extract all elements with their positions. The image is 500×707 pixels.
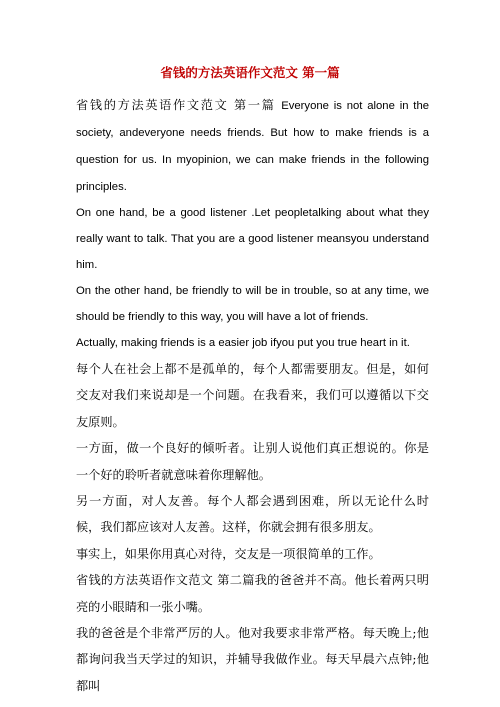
document-body	[76, 92, 429, 699]
paragraph-english-conclusion: Actually, making friends is a easier job ifyou put you true heart in it.	[76, 337, 410, 349]
paragraph-second-essay-intro: 省钱的方法英语作文范文 第二篇我的爸爸并不高。他长着两只明亮的小眼睛和一张小嘴。	[76, 573, 429, 614]
paragraph-chinese-intro: 每个人在社会上都不是孤单的，每个人都需要朋友。但是，如何交友对我们来说却是一个问题。在我看来，我们可以遵循以下交友原则。	[76, 362, 429, 429]
document-title: 省钱的方法英语作文范文 第一篇	[160, 65, 340, 80]
paragraph-prefix: 省钱的方法英语作文范文 第一篇	[76, 98, 282, 112]
paragraph-chinese-conclusion: 事实上，如果你用真心对待，交友是一项很简单的工作。	[76, 546, 381, 561]
paragraph-chinese-friendly: 另一方面，对人友善。每个人都会遇到困难，所以无论什么时候，我们都应该对人友善。这样，你就会拥有很多朋友。	[76, 494, 429, 535]
paragraph-text: Everyone is not alone in the society, andeveryone needs friends. But how to make friends is a question for us. In myopinion, we can make friends in the following principles.	[76, 100, 430, 193]
paragraph-english-intro	[76, 92, 429, 200]
paragraph-english-friendly: On the other hand, be friendly to will be in trouble, so at any time, we should be friendly to this way, you will have a lot of friends.	[76, 285, 429, 323]
paragraph-chinese-listener: 一方面，做一个良好的倾听者。让别人说他们真正想说的。你是一个好的聆听者就意味着你理解他。	[76, 441, 429, 482]
paragraph-second-essay-body: 我的爸爸是个非常严厉的人。他对我要求非常严格。每天晚上;他都询问我当天学过的知识，并辅导我做作业。每天早晨六点钟;他都叫	[76, 626, 429, 693]
paragraph-english-listener: On one hand, be a good listener .Let peopletalking about what they really want to talk. That you are a good listener meansyou understand him.	[76, 207, 429, 271]
